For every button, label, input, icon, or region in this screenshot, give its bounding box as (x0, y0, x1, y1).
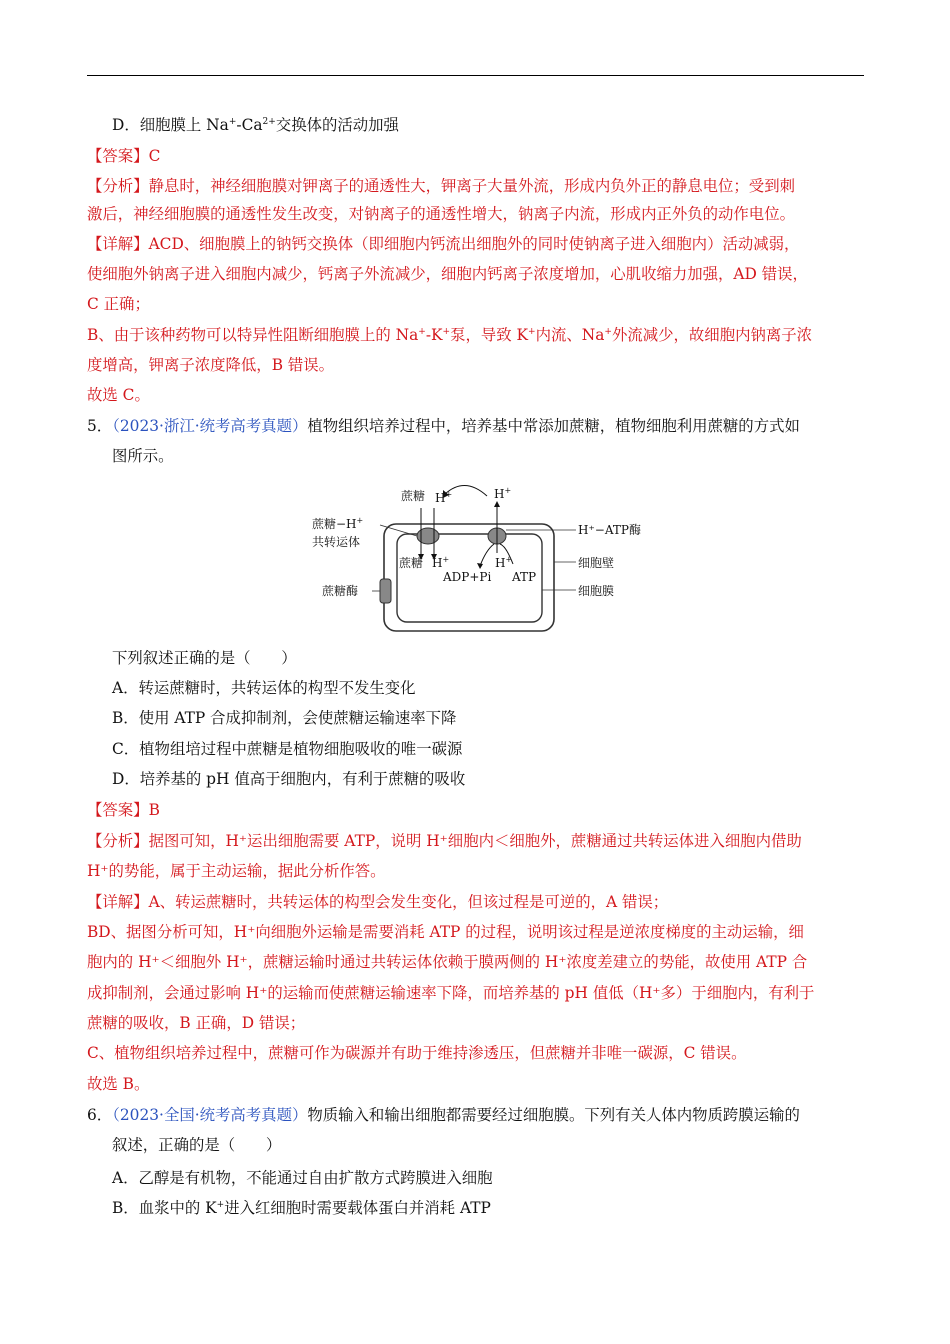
label-h-outside-left: H+ (435, 490, 453, 505)
q5-analysis-line: H⁺的势能，属于主动运输，据此分析作答。 (87, 862, 386, 880)
label-sucrose-inside: 蔗糖 (399, 556, 424, 570)
q6-option-a: A．乙醇是有机物，不能通过自由扩散方式跨膜进入细胞 (112, 1169, 493, 1187)
q6-source: （2023·全国·统考高考真题） (112, 1106, 308, 1124)
label-h-outside-right: H+ (494, 486, 512, 501)
label-h-inside-right: H+ (495, 555, 513, 570)
q6-stem-cont: 叙述，正确的是（ ） (112, 1136, 282, 1154)
q4-detail-line: C 正确； (87, 295, 150, 313)
q5-detail-line: C、植物组织培养过程中，蔗糖可作为碳源并有助于维持渗透压，但蔗糖并非唯一碳源，C 错误。 (87, 1044, 747, 1062)
label-cotransporter: 蔗糖−H+ (312, 516, 364, 531)
label-cell-membrane: 细胞膜 (578, 584, 615, 598)
label-atp: ATP (512, 570, 537, 584)
q5-answer: 【答案】B (87, 801, 160, 819)
q4-analysis-line: 【分析】静息时，神经细胞膜对钾离子的通透性大，钾离子大量外流，形成内负外正的静息电位；受到刺 (87, 177, 795, 195)
q4-detail-b-line: B、由于该种药物可以特异性阻断细胞膜上的 Na+-K+泵，导致 K+内流、Na+外流减少，故细胞内钠离子浓 (87, 326, 813, 344)
sucrase-shape (380, 579, 391, 603)
q4-analysis-line: 激后，神经细胞膜的通透性发生改变，对钠离子的通透性增大，钠离子内流，形成内正外负的动作电位。 (87, 205, 795, 223)
q5-stem: 5．（2023·浙江·统考高考真题）植物组织培养过程中，培养基中常添加蔗糖，植物细胞利用蔗糖的方式如 (87, 417, 800, 435)
q4-detail-line: 度增高，钾离子浓度降低，B 错误。 (87, 356, 335, 374)
cotransporter-shape (417, 528, 439, 544)
q5-detail-line: BD、据图分析可知，H⁺向细胞外运输是需要消耗 ATP 的过程，说明该过程是逆浓度梯度的主动运输，细 (87, 923, 804, 941)
label-sucrase: 蔗糖酶 (322, 584, 359, 598)
label-atpase: H⁺−ATP酶 (578, 523, 641, 537)
label-adp-pi: ADP+Pi (443, 570, 492, 584)
label-h-inside-left: H+ (432, 555, 450, 570)
q5-analysis-line: 【分析】据图可知，H⁺运出细胞需要 ATP，说明 H⁺细胞内＜细胞外，蔗糖通过共转运体进入细胞内借助 (87, 832, 802, 850)
label-cell-wall: 细胞壁 (578, 556, 615, 570)
q6-stem: 6．（2023·全国·统考高考真题）物质输入和输出细胞都需要经过细胞膜。下列有关人体内物质跨膜运输的 (87, 1106, 800, 1124)
q4-answer: 【答案】C (87, 147, 161, 165)
q5-detail-line: 成抑制剂，会通过影响 H⁺的运输而使蔗糖运输速率下降，而培养基的 pH 值低（H⁺多）于细胞内，有利于 (87, 984, 815, 1002)
q5-option-d: D．培养基的 pH 值高于细胞内，有利于蔗糖的吸收 (112, 770, 466, 788)
label-cotransporter-2: 共转运体 (312, 535, 361, 549)
q5-number: 5． (87, 417, 113, 435)
q4-detail-line: 使细胞外钠离子进入细胞内减少，钙离子外流减少，细胞内钙离子浓度增加，心肌收缩力加强，AD 错误， (87, 265, 808, 283)
q5-prompt: 下列叙述正确的是（ ） (112, 649, 297, 667)
sucrose-transport-diagram (300, 478, 660, 638)
q5-option-a: A．转运蔗糖时，共转运体的构型不发生变化 (112, 679, 416, 697)
q5-detail-line: 【详解】A、转运蔗糖时，共转运体的构型会发生变化，但该过程是可逆的，A 错误； (87, 893, 669, 911)
q5-detail-line: 蔗糖的吸收，B 正确，D 错误； (87, 1014, 306, 1032)
q5-detail-line: 胞内的 H⁺＜细胞外 H⁺，蔗糖运输时通过共转运体依赖于膜两侧的 H⁺浓度差建立的势能，故使用 ATP 合 (87, 953, 808, 971)
q6-option-b: B．血浆中的 K+进入红细胞时需要载体蛋白并消耗 ATP (112, 1199, 491, 1217)
q4-option-d: D．细胞膜上 $Na^+-Ca^{2+}$交换体的活动加强 (112, 116, 399, 134)
header-rule (87, 75, 864, 76)
q5-option-b: B．使用 ATP 合成抑制剂，会使蔗糖运输速率下降 (112, 709, 457, 727)
q5-stem-cont: 图所示。 (112, 447, 174, 465)
q5-conclusion: 故选 B。 (87, 1075, 150, 1093)
q4-detail-line: 【详解】ACD、细胞膜上的钠钙交换体（即细胞内钙流出细胞外的同时使钠离子进入细胞内）活动减弱， (87, 235, 800, 253)
q4-conclusion: 故选 C。 (87, 386, 150, 404)
q6-number: 6． (87, 1106, 113, 1124)
label-sucrose-outside: 蔗糖 (401, 489, 426, 503)
q5-option-c: C．植物组培过程中蔗糖是植物细胞吸收的唯一碳源 (112, 740, 463, 758)
q5-source: （2023·浙江·统考高考真题） (112, 417, 308, 435)
